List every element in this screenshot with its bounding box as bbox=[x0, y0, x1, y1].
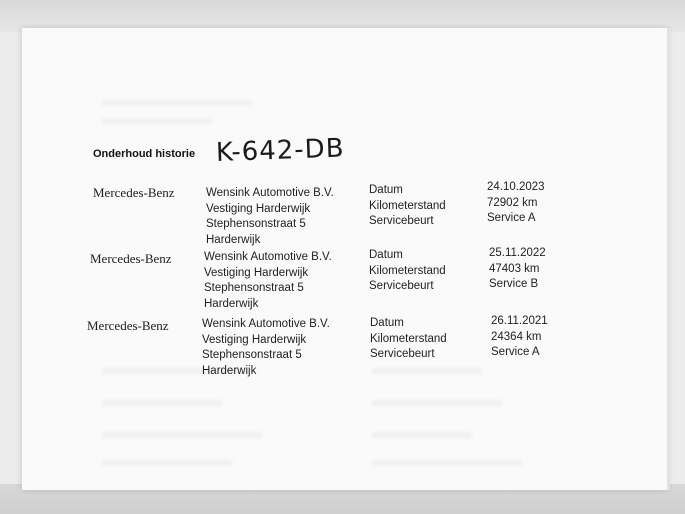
show-through-line bbox=[372, 368, 482, 374]
dealer-branch: Vestiging Harderwijk bbox=[206, 202, 311, 215]
brand-name: Mercedes-Benz bbox=[93, 185, 175, 200]
mileage-value: 72902 km bbox=[487, 196, 538, 209]
dealer-city: Harderwijk bbox=[202, 364, 257, 377]
field-values bbox=[489, 246, 546, 293]
date-label: Datum bbox=[369, 249, 403, 261]
show-through-line bbox=[102, 118, 212, 124]
show-through-line bbox=[372, 400, 502, 406]
service-label: Servicebeurt bbox=[369, 215, 434, 227]
brand-name: Mercedes-Benz bbox=[90, 251, 172, 266]
field-values bbox=[491, 314, 548, 361]
service-value: Service A bbox=[487, 212, 536, 224]
date-label: Datum bbox=[369, 184, 403, 196]
show-through-line bbox=[102, 432, 262, 438]
show-through-line bbox=[102, 100, 252, 106]
date-value: 25.11.2022 bbox=[489, 247, 546, 259]
dealer-street: Stephensonstraat 5 bbox=[204, 282, 304, 294]
dealer-street: Stephensonstraat 5 bbox=[206, 218, 306, 230]
service-value: Service B bbox=[489, 278, 539, 290]
mileage-label: Kilometerstand bbox=[370, 332, 447, 345]
document-title: Onderhoud historie bbox=[93, 148, 196, 160]
show-through-line bbox=[372, 432, 472, 438]
show-through-line bbox=[372, 460, 522, 466]
dealer-branch: Vestiging Harderwijk bbox=[204, 266, 309, 279]
brand-name: Mercedes-Benz bbox=[87, 318, 169, 333]
show-through-line bbox=[102, 460, 232, 466]
dealer-name: Wensink Automotive B.V. bbox=[202, 318, 330, 330]
mileage-label: Kilometerstand bbox=[369, 199, 446, 212]
mileage-value: 47403 km bbox=[489, 262, 540, 275]
dealer-branch: Vestiging Harderwijk bbox=[202, 333, 307, 346]
date-value: 26.11.2021 bbox=[491, 315, 548, 327]
paper-edge bbox=[667, 28, 670, 490]
field-values bbox=[487, 180, 545, 227]
dealer-address bbox=[206, 186, 334, 248]
dealer-name: Wensink Automotive B.V. bbox=[204, 251, 332, 263]
dealer-address bbox=[204, 250, 332, 312]
dealer-street: Stephensonstraat 5 bbox=[202, 349, 302, 361]
show-through-line bbox=[102, 400, 222, 406]
service-label: Servicebeurt bbox=[370, 348, 435, 360]
field-labels bbox=[370, 316, 447, 363]
service-value: Service A bbox=[491, 346, 540, 358]
dealer-city: Harderwijk bbox=[204, 297, 259, 310]
handwritten-license-plate: K-642-DB bbox=[215, 133, 346, 168]
field-labels bbox=[369, 183, 446, 230]
date-label: Datum bbox=[370, 317, 404, 329]
mileage-label: Kilometerstand bbox=[369, 264, 446, 277]
dealer-city: Harderwijk bbox=[206, 233, 261, 246]
mileage-value: 24364 km bbox=[491, 330, 542, 343]
dealer-name: Wensink Automotive B.V. bbox=[206, 187, 334, 199]
service-label: Servicebeurt bbox=[369, 280, 434, 292]
date-value: 24.10.2023 bbox=[487, 181, 545, 193]
field-labels bbox=[369, 248, 446, 295]
dealer-address bbox=[202, 317, 330, 379]
